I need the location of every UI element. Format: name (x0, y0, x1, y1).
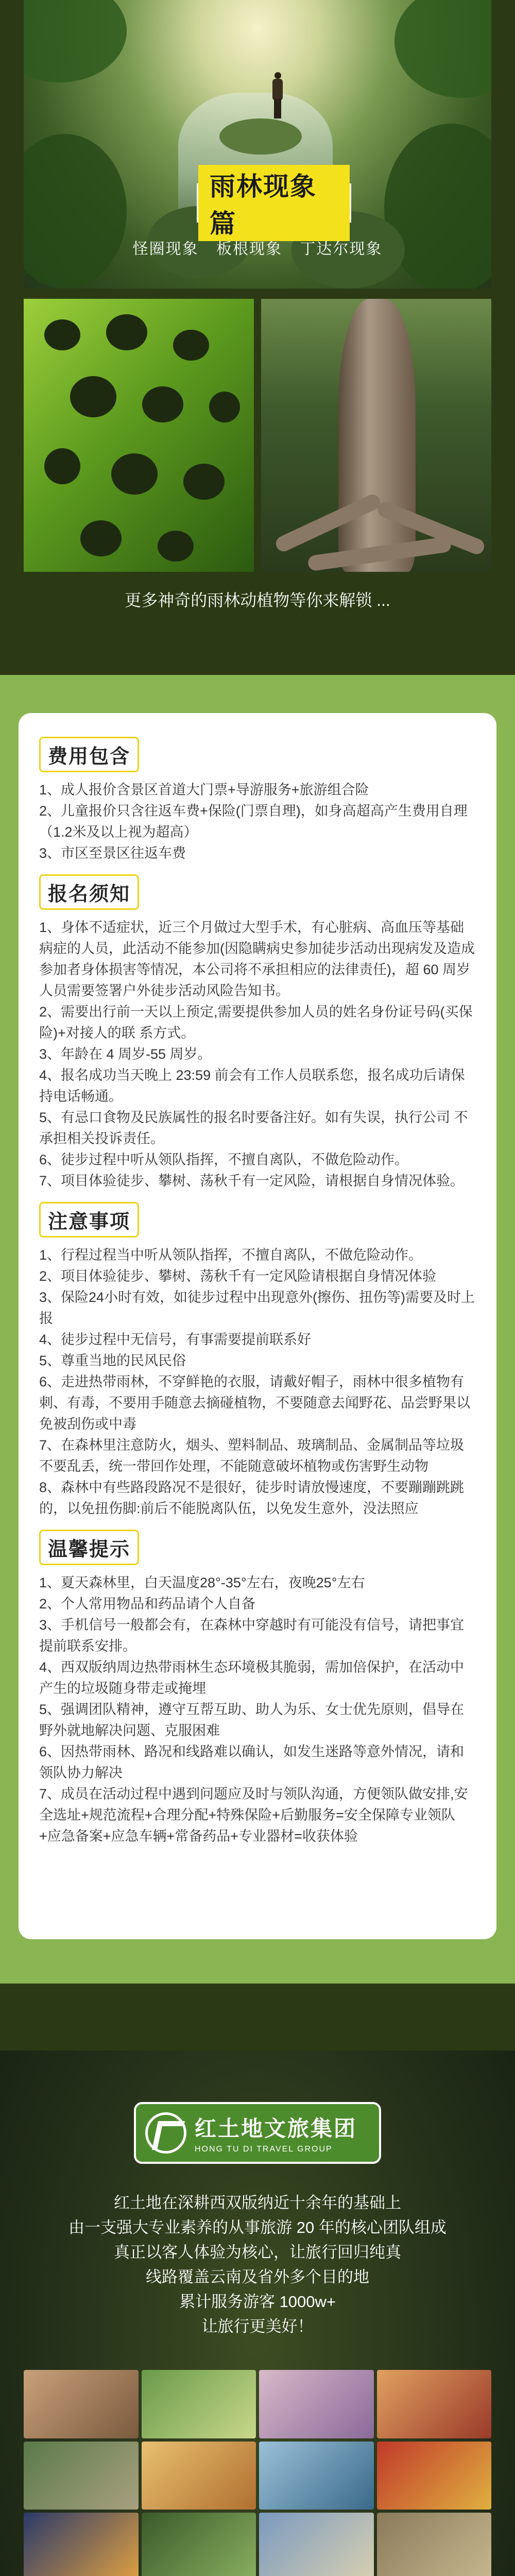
section-registration-notes (39, 874, 476, 1192)
list-item: 4、报名成功当天晚上 23:59 前会有工作人员联系您，报名成功后请保持电话畅通。 (39, 1067, 465, 1104)
list-item: 1、成人报价含景区首道大门票+导游服务+旅游组合险 (39, 782, 369, 798)
section-fee-included (39, 737, 476, 864)
buttress-tree-photo (261, 299, 491, 572)
list-item: 4、徒步过程中无信号，有事需要提前联系好 (39, 1332, 312, 1347)
info-card (19, 713, 496, 1939)
subtitle-2: 板根现象 (216, 241, 282, 258)
mosaic-photo (24, 2442, 139, 2510)
section-title-badge (39, 874, 139, 910)
mosaic-photo (142, 2442, 256, 2510)
list-item: 2、个人常用物品和药品请个人自备 (39, 1596, 256, 1612)
list-item: 5、尊重当地的民风民俗 (39, 1353, 186, 1368)
section-title-badge (39, 1530, 139, 1565)
list-item: 3、市区至景区往返车费 (39, 845, 186, 861)
logo-icon (145, 2112, 186, 2154)
section-precautions (39, 1202, 476, 1519)
section-title: 费用包含 (48, 746, 131, 768)
list-item: 6、走进热带雨林，不穿鲜艳的衣服，请戴好帽子，雨林中很多植物有刺、有毒，不要用手随意去摘碰植物，不要随意去闻野花、品尝野果以免被刮伤或中毒 (39, 1374, 470, 1432)
list-item: 2、项目体验徒步、攀树、荡秋千有一定风险请根据自身情况体验 (39, 1268, 437, 1284)
list-item: 3、手机信号一般都会有，在森林中穿越时有可能没有信号，请把事宜提前联系安排。 (39, 1617, 465, 1654)
list-item: 6、徒步过程中听从领队指挥，不擅自离队，不做危险动作。 (39, 1152, 409, 1167)
list-item: 3、保险24小时有效，如徒步过程中出现意外(擦伤、扭伤等)需要及时上报 (39, 1290, 475, 1326)
list-item: 1、夏天森林里，白天温度28°-35°左右，夜晚25°左右 (39, 1575, 365, 1590)
intro-line: 红土地在深耕西双版纳近十余年的基础上 (114, 2194, 401, 2212)
intro-line: 让旅行更美好！ (201, 2317, 314, 2335)
mosaic-photo (259, 2442, 374, 2510)
hero-title: 雨林现象篇 (198, 165, 350, 241)
hiker-figure (270, 72, 285, 118)
brand-intro (21, 2191, 494, 2339)
list-item: 5、有忌口食物及民族属性的报名时要备注好。如有失误，执行公司 不承担相关投诉责任。 (39, 1110, 468, 1146)
list-item: 7、在森林里注意防火，烟头、塑料制品、玻璃制品、金属制品等垃圾不要乱丢，统一带回作处理，不能随意破坏植物或伤害野生动物 (39, 1437, 465, 1474)
mosaic-photo (259, 2513, 374, 2576)
mosaic-photo (377, 2513, 492, 2576)
list-item: 8、森林中有些路段路况不是很好，徒步时请放慢速度，不要蹦蹦跳跳的，以免扭伤脚:前后不能脱离队伍，以免发生意外，没法照应 (39, 1480, 465, 1516)
section-title: 注意事项 (48, 1211, 131, 1233)
list-item: 1、行程过程当中听从领队指挥，不擅自离队，不做危险动作。 (39, 1247, 423, 1263)
mosaic-photo (142, 2513, 256, 2576)
intro-line: 真正以客人体验为核心，让旅行回归纯真 (114, 2243, 401, 2261)
photo-caption: 更多神奇的雨林动植物等你来解锁 ... (125, 591, 390, 609)
section-tips (39, 1530, 476, 1847)
leaf-photo (24, 299, 254, 572)
list-item: 7、成员在活动过程中遇到问题应及时与领队沟通，方便领队做安排,安全选址+规范流程+合理分配+特殊保险+后勤服务=安全保障专业领队+应急备案+应急车辆+常备药品+专业器材=收获体验 (39, 1786, 468, 1844)
subtitle-3: 丁达尔现象 (300, 241, 383, 258)
list-item: 1、身体不适症状，近三个月做过大型手术，有心脏病、高血压等基础病症的人员，此活动不能参加(因隐瞒病史参加徒步活动出现病发及造成参加者身体损害等情况，本公司将不承担相应的法律责任)，超 60 周岁人员需要签署户外徒步活动风险告知书。 (39, 920, 475, 998)
brand-logo (134, 2102, 381, 2164)
hero-title-frame (197, 172, 351, 238)
section-title: 温馨提示 (48, 1539, 131, 1561)
list-item: 7、项目体验徒步、攀树、荡秋千有一定风险，请根据自身情况体验。 (39, 1173, 465, 1189)
mosaic-photo (377, 2442, 492, 2510)
hero-subtitles (24, 236, 491, 259)
mosaic-photo (142, 2370, 256, 2438)
section-title: 报名须知 (48, 884, 131, 905)
section-title-badge (39, 1202, 139, 1238)
mosaic-photo (24, 2370, 139, 2438)
list-item: 2、需要出行前一天以上预定,需要提供参加人员的姓名身份证号码(买保险)+对接人的联 系方式。 (39, 1004, 473, 1041)
section-title-badge (39, 737, 139, 772)
list-item: 5、强调团队精神，遵守互帮互助、助人为乐、女士优先原则，倡导在野外就地解决问题、克服困难 (39, 1702, 465, 1738)
mosaic-photo (377, 2370, 492, 2438)
list-item: 3、年龄在 4 周岁-55 周岁。 (39, 1046, 212, 1062)
brand-name: 红土地文旅集团 (195, 2116, 357, 2141)
photo-row (24, 299, 491, 572)
intro-line: 由一支强大专业素养的从事旅游 20 年的核心团队组成 (68, 2218, 447, 2236)
mosaic-photo (24, 2513, 139, 2576)
photo-mosaic (24, 2370, 491, 2576)
list-item: 4、西双版纳周边热带雨林生态环境极其脆弱，需加倍保护，在活动中产生的垃圾随身带走或掩埋 (39, 1659, 465, 1696)
intro-line: 累计服务游客 1000w+ (179, 2293, 336, 2311)
mosaic-photo (259, 2370, 374, 2438)
subtitle-1: 怪圈现象 (132, 241, 199, 258)
hero-rainforest-image (24, 0, 491, 289)
intro-line: 线路覆盖云南及省外多个目的地 (146, 2268, 369, 2286)
list-item: 2、儿童报价只含往返车费+保险(门票自理)，如身高超高产生费用自理（1.2米及以上视为超高） (39, 803, 468, 840)
list-item: 6、因热带雨林、路况和线路难以确认，如发生迷路等意外情况，请和领队协力解决 (39, 1744, 465, 1781)
brand-name-en: HONG TU DI TRAVEL GROUP (195, 2145, 333, 2154)
